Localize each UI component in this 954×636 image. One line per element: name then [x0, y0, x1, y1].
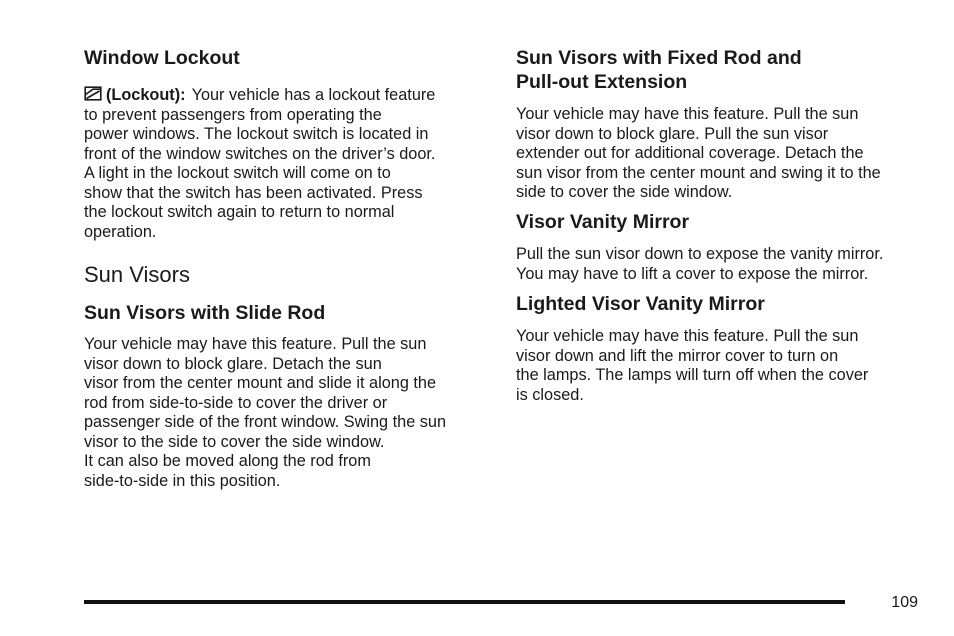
lockout-line: operation. [84, 222, 157, 241]
vanity-mirror-line: You may have to lift a cover to expose the mirror. [516, 264, 869, 283]
window-lockout-text [84, 86, 435, 242]
footer-rule [84, 600, 845, 604]
slide-rod-heading: Sun Visors with Slide Rod [84, 302, 326, 324]
fixed-rod-line: extender out for additional coverage. Detach the [516, 144, 864, 162]
lockout-line: front of the window switches on the driver’s door. [84, 144, 436, 163]
fixed-rod-line: Your vehicle may have this feature. Pull the sun [516, 105, 859, 123]
slide-rod-line: passenger side of the front window. Swing the sun [84, 413, 447, 431]
window-lockout-icon [84, 86, 102, 101]
fixed-rod-line: sun visor from the center mount and swing it to the [516, 163, 881, 182]
slide-rod-line: Your vehicle may have this feature. Pull the sun [84, 335, 427, 353]
slide-rod-text [84, 335, 446, 491]
page-number: 109 [891, 594, 918, 611]
slide-rod-line: visor down to block glare. Detach the sun [84, 354, 382, 373]
fixed-rod-line: side to cover the side window. [516, 183, 733, 201]
lockout-label: (Lockout): [106, 86, 186, 104]
fixed-rod-heading-line: Pull-out Extension [516, 71, 688, 93]
lockout-line: Your vehicle has a lockout feature [191, 86, 436, 104]
lighted-mirror-text [516, 327, 868, 405]
fixed-rod-text [516, 105, 881, 203]
lighted-mirror-line: Your vehicle may have this feature. Pull the sun [516, 327, 859, 345]
vanity-mirror-heading: Visor Vanity Mirror [516, 211, 690, 233]
lockout-line: the lockout switch again to return to normal [84, 203, 395, 221]
lockout-line: A light in the lockout switch will come on to [84, 164, 391, 182]
slide-rod-line: It can also be moved along the rod from [84, 452, 371, 470]
vanity-mirror-line: Pull the sun visor down to expose the vanity mirror. [516, 245, 884, 263]
window-lockout-heading: Window Lockout [84, 47, 240, 69]
slide-rod-line: rod from side-to-side to cover the driver or [84, 393, 388, 412]
fixed-rod-heading-line: Sun Visors with Fixed Rod and [516, 47, 802, 69]
fixed-rod-heading [516, 46, 802, 94]
lighted-mirror-line: is closed. [516, 385, 584, 404]
lockout-first-line [84, 86, 435, 106]
lighted-mirror-heading: Lighted Visor Vanity Mirror [516, 293, 765, 315]
vanity-mirror-text [516, 245, 883, 284]
lockout-line: to prevent passengers from operating the [84, 105, 382, 124]
lockout-line: power windows. The lockout switch is located in [84, 125, 429, 143]
lockout-line: show that the switch has been activated. Press [84, 183, 423, 202]
slide-rod-line: visor from the center mount and slide it along the [84, 374, 437, 392]
slide-rod-line: side-to-side in this position. [84, 471, 281, 490]
fixed-rod-line: visor down to block glare. Pull the sun visor [516, 124, 829, 143]
slide-rod-line: visor to the side to cover the side window. [84, 432, 385, 451]
lighted-mirror-line: visor down and lift the mirror cover to turn on [516, 346, 839, 365]
lighted-mirror-line: the lamps. The lamps will turn off when the cover [516, 366, 869, 384]
sun-visors-heading: Sun Visors [84, 262, 190, 287]
